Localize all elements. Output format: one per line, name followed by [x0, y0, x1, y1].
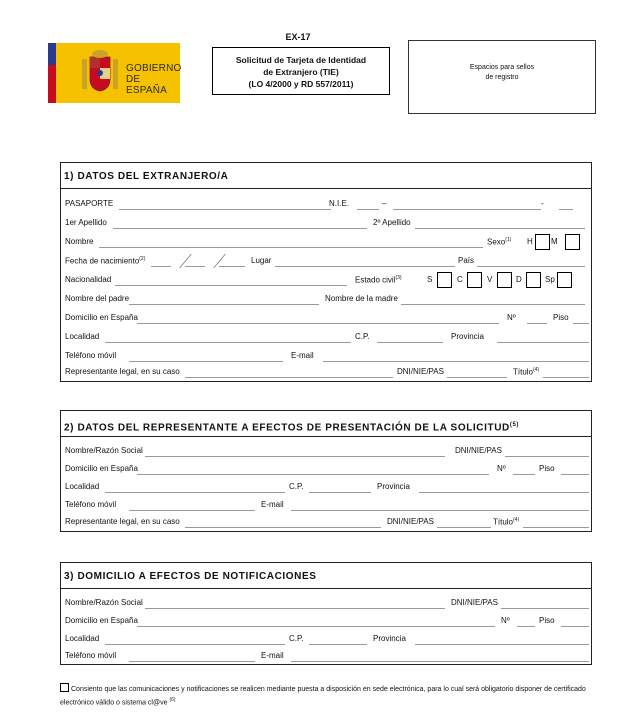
dni-field[interactable]: [447, 377, 507, 378]
mother-field[interactable]: [401, 304, 585, 305]
title-line: (LO 4/2000 y RD 557/2011): [248, 79, 354, 89]
label-birthplace: Lugar: [251, 256, 272, 265]
row-legal-rep: [65, 365, 587, 381]
sex-m-checkbox[interactable]: [565, 234, 580, 250]
label-civil-s: S: [427, 275, 433, 284]
passport-field[interactable]: [119, 209, 331, 210]
rep-title-field[interactable]: [523, 527, 589, 528]
birthplace-field[interactable]: [275, 266, 455, 267]
section-title: 2) DATOS DEL REPRESENTANTE A EFECTOS DE PRESENTACIÓN DE LA SOLICITUD$^{(5)}$: [61, 411, 591, 437]
label-civil-v: V: [487, 275, 493, 284]
label-rep-province: Provincia: [377, 482, 410, 491]
notif-number-field[interactable]: [517, 626, 535, 627]
notif-name-field[interactable]: [145, 608, 445, 609]
rep-dni-field[interactable]: [505, 456, 589, 457]
label-civil-sp: Sp: [545, 275, 555, 284]
civil-v-checkbox[interactable]: [497, 272, 512, 288]
label-rep-email: E-mail: [261, 500, 284, 509]
label-notif-postcode: C.P.: [289, 634, 304, 643]
label-rep-locality: Localidad: [65, 482, 100, 491]
row-rep-name: [65, 444, 587, 460]
label-civil-c: C: [457, 275, 463, 284]
row-surnames: [65, 216, 587, 232]
label-notif-name: Nombre/Razón Social: [65, 598, 143, 607]
label-notif-floor: Piso: [539, 616, 555, 625]
label-sex-m: M: [551, 237, 558, 246]
notif-phone-field[interactable]: [129, 661, 255, 662]
rep-postcode-field[interactable]: [309, 492, 371, 493]
rep-legal-dni-field[interactable]: [437, 527, 491, 528]
row-notif-locality: [65, 632, 587, 648]
title-field[interactable]: [543, 377, 589, 378]
label-province: Provincia: [451, 332, 484, 341]
sex-h-checkbox[interactable]: [535, 234, 550, 250]
row-rep-locality: [65, 480, 587, 496]
row-birth: [65, 254, 587, 270]
locality-field[interactable]: [105, 342, 351, 343]
label-rep-address: Domicilio en España: [65, 464, 138, 473]
consent-note: (6): [169, 697, 176, 703]
nie-separator-2: -: [541, 199, 544, 208]
section-foreigner-data: [60, 162, 592, 382]
title-line: Solicitud de Tarjeta de Identidad: [235, 55, 367, 65]
label-locality: Localidad: [65, 332, 100, 341]
label-rep-dni: DNI/NIE/PAS: [455, 446, 502, 455]
registry-stamp-box: Espacios para sellos de registro: [408, 40, 596, 114]
label-birthdate: Fecha de nacimiento$^{(2)}$: [65, 256, 146, 266]
form-code: EX-17: [285, 32, 311, 42]
label-address: Domicilio en España: [65, 313, 138, 322]
label-notif-number: Nº: [501, 616, 510, 625]
label-rep-postcode: C.P.: [289, 482, 304, 491]
row-parents: [65, 292, 587, 308]
label-passport: PASAPORTE: [65, 199, 114, 208]
rep-phone-field[interactable]: [129, 510, 255, 511]
nie-separator: –: [382, 199, 387, 208]
label-notif-dni: DNI/NIE/PAS: [451, 598, 498, 607]
row-address: [65, 311, 587, 327]
row-nationality: [65, 273, 587, 289]
label-notif-province: Provincia: [373, 634, 406, 643]
label-surname1: 1er Apellido: [65, 218, 107, 227]
label-surname2: 2º Apellido: [373, 218, 411, 227]
province-field[interactable]: [497, 342, 589, 343]
label-rep-name: Nombre/Razón Social: [65, 446, 143, 455]
civil-d-checkbox[interactable]: [526, 272, 541, 288]
label-rep-phone: Teléfono móvil: [65, 500, 117, 509]
rep-legal-field[interactable]: [185, 527, 381, 528]
label-father: Nombre del padre: [65, 294, 130, 303]
nationality-field[interactable]: [115, 285, 347, 286]
label-phone: Teléfono móvil: [65, 351, 117, 360]
notif-floor-field[interactable]: [561, 626, 589, 627]
name-field[interactable]: [99, 247, 483, 248]
country-field[interactable]: [477, 266, 585, 267]
rep-floor-field[interactable]: [561, 474, 589, 475]
label-floor: Piso: [553, 313, 569, 322]
row-rep-phone: [65, 498, 587, 514]
section-title: 3) DOMICILIO A EFECTOS DE NOTIFICACIONES: [61, 563, 591, 589]
section-representative: [60, 410, 592, 532]
row-rep-address: [65, 462, 587, 478]
postcode-field[interactable]: [377, 342, 443, 343]
label-nie: N.I.E.: [329, 199, 350, 208]
label-email: E-mail: [291, 351, 314, 360]
legal-rep-field[interactable]: [185, 377, 393, 378]
form-title-box: [212, 47, 390, 95]
label-rep-number: Nº: [497, 464, 506, 473]
gobierno-logo: [48, 43, 180, 103]
rep-number-field[interactable]: [513, 474, 535, 475]
eu-blue-stripe: [48, 43, 56, 65]
label-name: Nombre: [65, 237, 94, 246]
consent-checkbox[interactable]: [60, 683, 69, 692]
section-notification-address: [60, 562, 592, 665]
civil-sp-checkbox[interactable]: [557, 272, 572, 288]
label-mother: Nombre de la madre: [325, 294, 398, 303]
surname2-field[interactable]: [415, 228, 585, 229]
section-title: 1) DATOS DEL EXTRANJERO/A: [61, 163, 591, 189]
row-name-sex: [65, 235, 587, 251]
row-phone: [65, 349, 587, 365]
label-rep-title: Título$^{(4)}$: [493, 517, 520, 527]
birth-year-field[interactable]: [219, 266, 245, 267]
logo-text: GOBIERNO DE ESPAÑA: [126, 63, 182, 96]
label-civil-status: Estado civil$^{(3)}$: [355, 275, 402, 285]
coat-of-arms-icon: [78, 49, 122, 97]
consent-statement: [60, 683, 590, 708]
notif-locality-field[interactable]: [105, 644, 285, 645]
notif-dni-field[interactable]: [501, 608, 589, 609]
title-line: de Extranjero (TIE): [263, 67, 339, 77]
rep-address-field[interactable]: [137, 474, 489, 475]
nie-letter-field[interactable]: [357, 209, 379, 210]
nie-number-field[interactable]: [393, 209, 541, 210]
row-passport-nie: [65, 197, 587, 213]
label-notif-address: Domicilio en España: [65, 616, 138, 625]
row-locality: [65, 330, 587, 346]
label-notif-email: E-mail: [261, 651, 284, 660]
number-field[interactable]: [527, 323, 547, 324]
row-notif-address: [65, 614, 587, 630]
phone-field[interactable]: [129, 361, 283, 362]
row-rep-legal: [65, 515, 587, 531]
label-rep-legal: Representante legal, en su caso: [65, 517, 180, 526]
floor-field[interactable]: [573, 323, 589, 324]
notif-address-field[interactable]: [137, 626, 495, 627]
label-rep-legal-dni: DNI/NIE/PAS: [387, 517, 434, 526]
civil-c-checkbox[interactable]: [467, 272, 482, 288]
label-country: País: [458, 256, 475, 265]
label-sex-h: H: [527, 237, 533, 246]
nie-control-field[interactable]: [559, 209, 573, 210]
rep-name-field[interactable]: [145, 456, 445, 457]
father-field[interactable]: [129, 304, 319, 305]
label-nationality: Nacionalidad: [65, 275, 112, 284]
label-number: Nº: [507, 313, 516, 322]
civil-s-checkbox[interactable]: [437, 272, 452, 288]
surname1-field[interactable]: [113, 228, 367, 229]
label-rep-floor: Piso: [539, 464, 555, 473]
label-legal-rep: Representante legal, en su caso: [65, 367, 180, 376]
email-field[interactable]: [323, 361, 589, 362]
rep-province-field[interactable]: [419, 492, 589, 493]
notif-province-field[interactable]: [415, 644, 589, 645]
rep-email-field[interactable]: [291, 510, 589, 511]
row-notif-phone: [65, 649, 587, 665]
notif-postcode-field[interactable]: [309, 644, 367, 645]
label-civil-d: D: [516, 275, 522, 284]
label-dni: DNI/NIE/PAS: [397, 367, 444, 376]
label-postcode: C.P.: [355, 332, 370, 341]
label-title: Título$^{(4)}$: [513, 367, 540, 377]
address-field[interactable]: [137, 323, 499, 324]
notif-email-field[interactable]: [291, 661, 589, 662]
row-notif-name: [65, 596, 587, 612]
rep-locality-field[interactable]: [105, 492, 285, 493]
label-notif-phone: Teléfono móvil: [65, 651, 117, 660]
consent-text: Consiento que las comunicaciones y notificaciones se realicen mediante puesta a disposición en sede electrónica, para lo cual será obligatorio disponer de certificado electrónico válido o sistema cl@ve: [60, 686, 586, 707]
label-sex: Sexo$^{(1)}$: [487, 237, 512, 247]
label-notif-locality: Localidad: [65, 634, 100, 643]
